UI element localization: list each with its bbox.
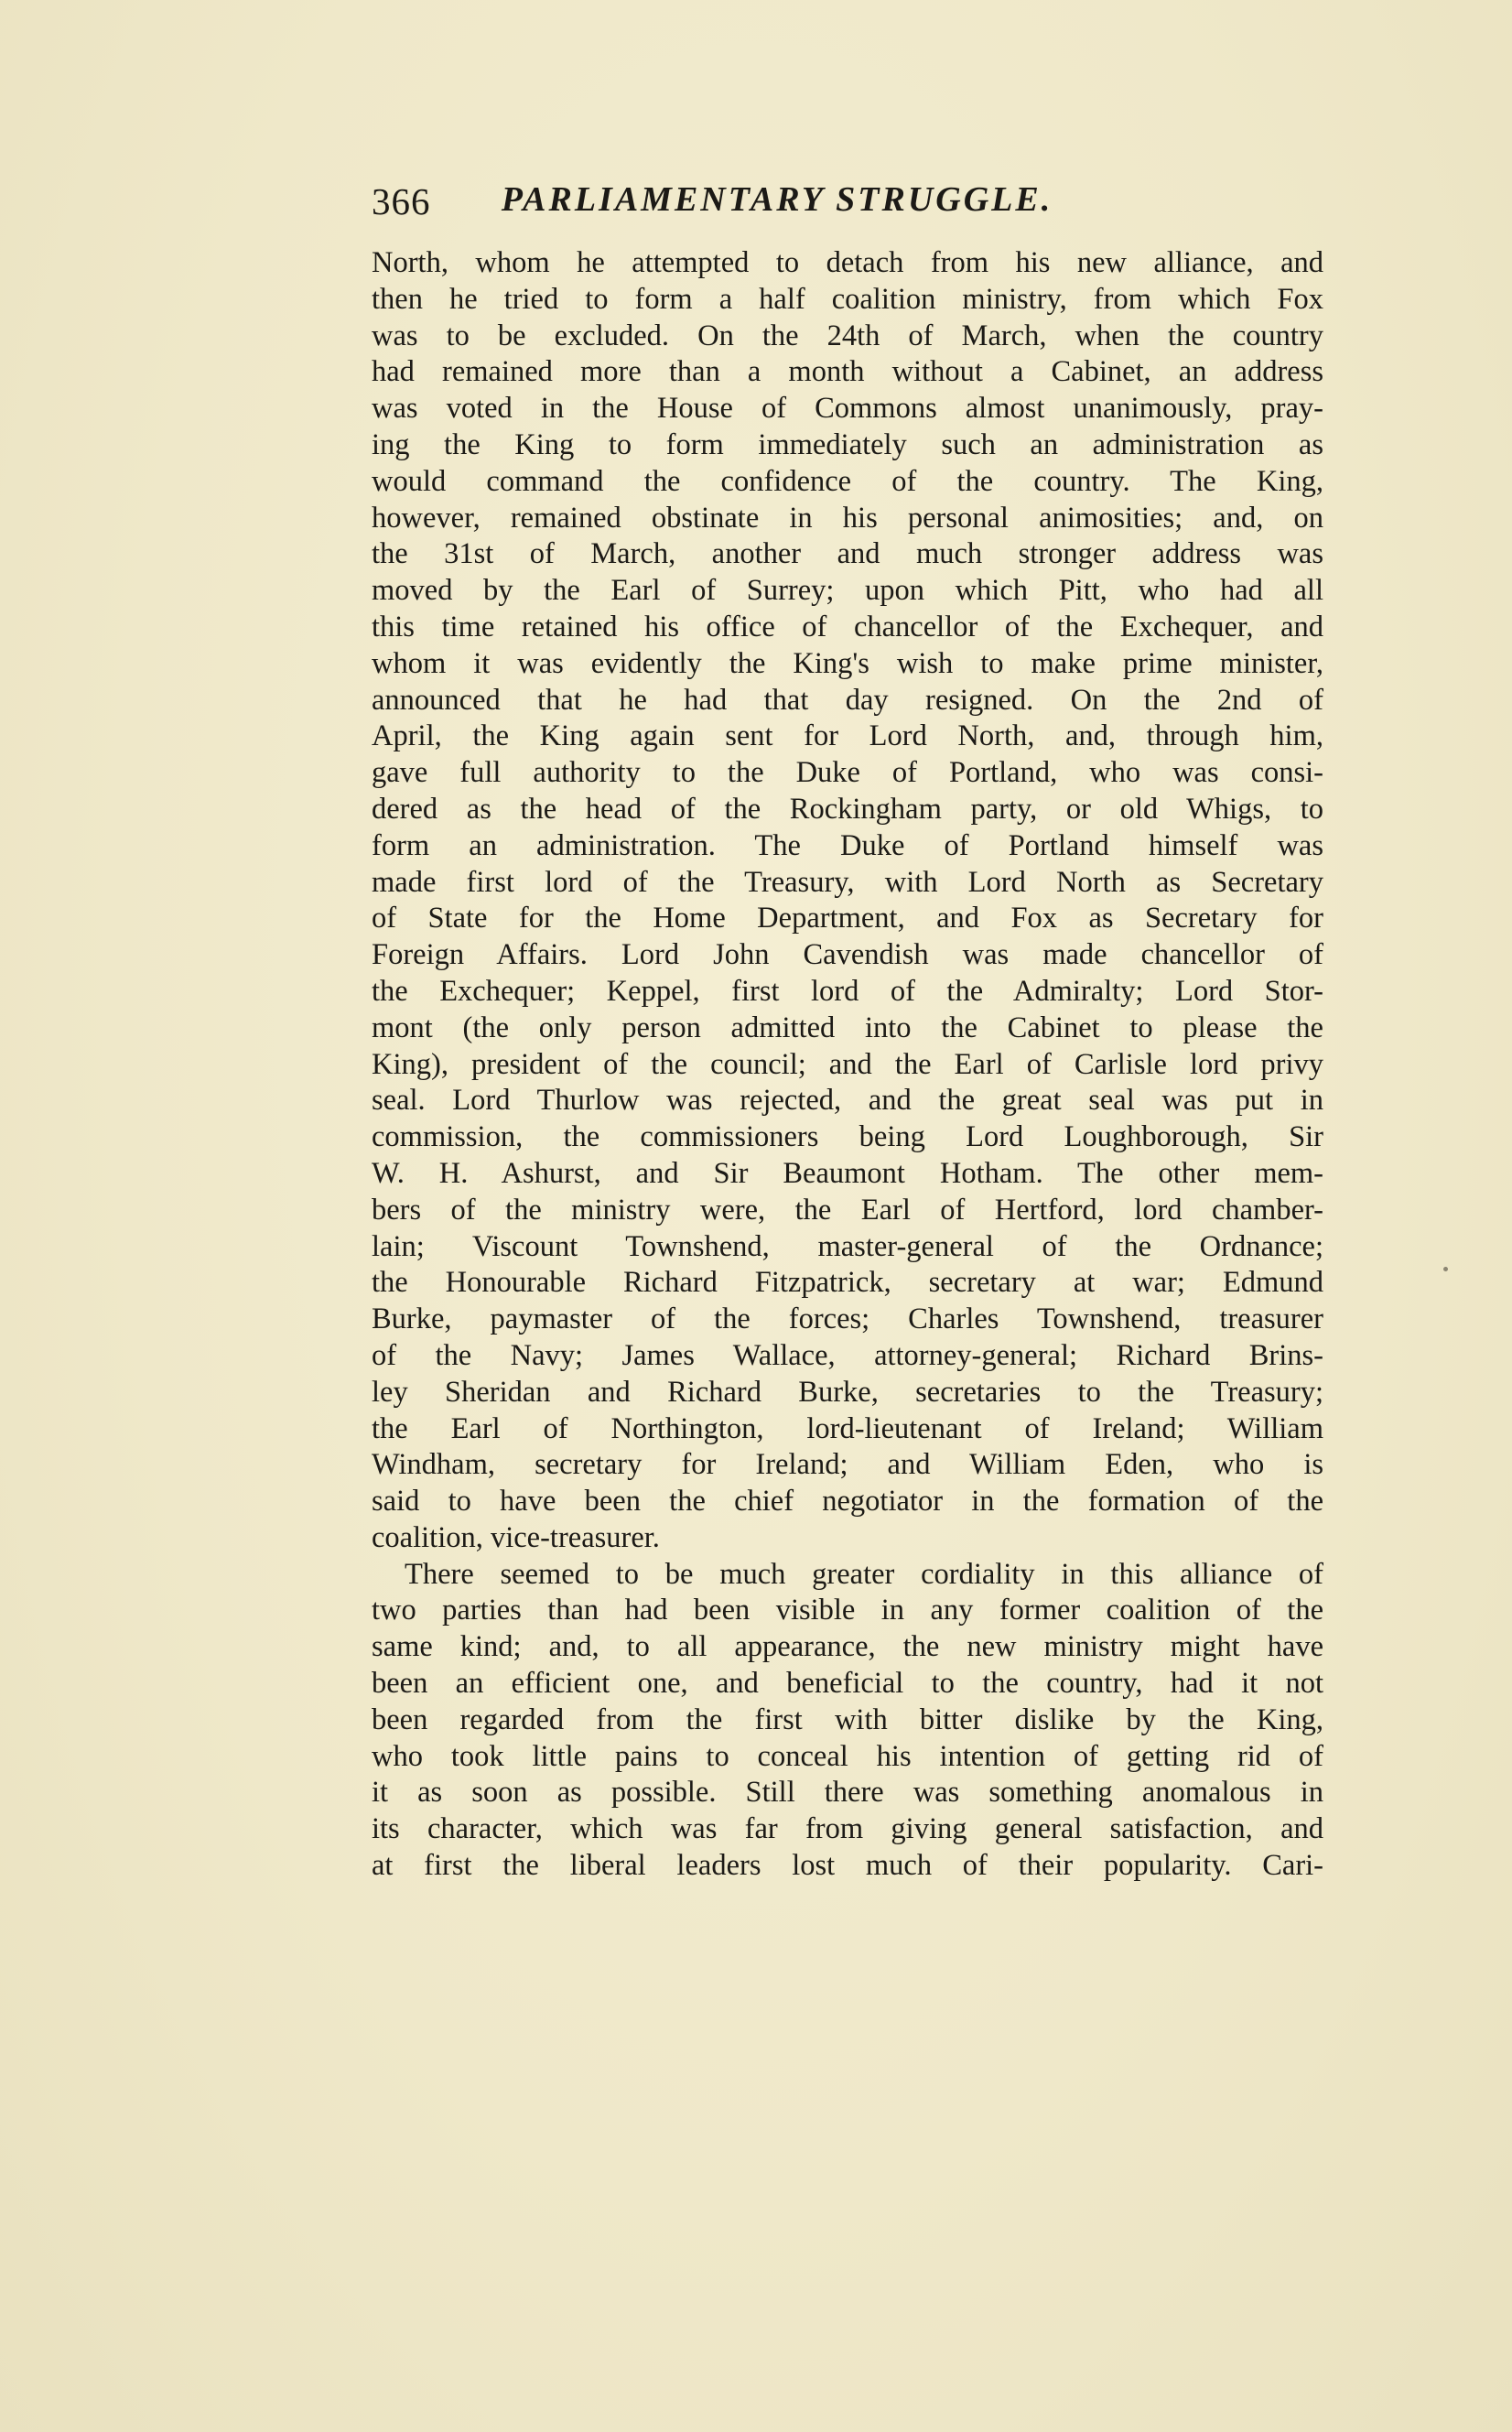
text-line: seal. Lord Thurlow was rejected, and the great seal was put in [372,1084,1323,1118]
text-line: it as soon as possible. Still there was something anomalous in [372,1776,1323,1810]
text-line: gave full authority to the Duke of Portland, who was consi- [372,756,1323,790]
text-line: of the Navy; James Wallace, attorney-general; Richard Brins- [372,1338,1323,1372]
text-line: its character, which was far from giving general satisfaction, and [372,1812,1323,1846]
text-line: ing the King to form immediately such an administration as [372,427,1323,461]
body-text [372,245,1323,1885]
text-line: ley Sheridan and Richard Burke, secretaries to the Treasury; [372,1375,1323,1409]
text-line: was to be excluded. On the 24th of March, when the country [372,319,1323,352]
paragraph-first-line: There seemed to be much greater cordiality in this alliance of [405,1557,1323,1591]
text-line: been regarded from the first with bitter dislike by the King, [372,1702,1323,1736]
text-line: April, the King again sent for Lord North, and, through him, [372,719,1323,753]
text-line: King), president of the council; and the Earl of Carlisle lord privy [372,1047,1323,1081]
text-line: the Honourable Richard Fitzpatrick, secretary at war; Edmund [372,1266,1323,1300]
text-line: made first lord of the Treasury, with Lord North as Secretary [372,865,1323,899]
text-line: commission, the commissioners being Lord Loughborough, Sir [372,1120,1323,1154]
text-line: then he tried to form a half coalition ministry, from which Fox [372,282,1323,316]
text-line: bers of the ministry were, the Earl of Hertford, lord chamber- [372,1193,1323,1227]
text-line: mont (the only person admitted into the Cabinet to please the [372,1011,1323,1044]
text-line: dered as the head of the Rockingham party, or old Whigs, to [372,792,1323,826]
text-line: Burke, paymaster of the forces; Charles Townshend, treasurer [372,1302,1323,1336]
text-line: moved by the Earl of Surrey; upon which Pitt, who had all [372,574,1323,608]
text-line: the Exchequer; Keppel, first lord of the Admiralty; Lord Stor- [372,974,1323,1008]
text-line: same kind; and, to all appearance, the new ministry might have [372,1630,1323,1664]
text-line: been an efficient one, and beneficial to the country, had it not [372,1667,1323,1701]
text-line: form an administration. The Duke of Portland himself was [372,828,1323,862]
text-line: of State for the Home Department, and Fox as Secretary for [372,902,1323,935]
text-line: Foreign Affairs. Lord John Cavendish was made chancellor of [372,938,1323,972]
text-line: the Earl of Northington, lord-lieutenant of Ireland; William [372,1411,1323,1445]
text-line: who took little pains to conceal his intention of getting rid of [372,1739,1323,1773]
text-line: two parties than had been visible in any former coalition of the [372,1594,1323,1627]
text-line: this time retained his office of chancellor of the Exchequer, and [372,610,1323,643]
page-header [372,179,1183,225]
text-line: announced that he had that day resigned. On the 2nd of [372,683,1323,717]
text-line: however, remained obstinate in his personal animosities; and, on [372,501,1323,535]
text-line: Windham, secretary for Ireland; and William Eden, who is [372,1448,1323,1482]
text-line: was voted in the House of Commons almost unanimously, pray- [372,392,1323,426]
text-line: lain; Viscount Townshend, master-general of the Ordnance; [372,1229,1323,1263]
text-line: the 31st of March, another and much stronger address was [372,537,1323,571]
margin-ink-dot [1443,1267,1448,1271]
text-line: North, whom he attempted to detach from his new alliance, and [372,246,1323,279]
text-line: had remained more than a month without a Cabinet, an address [372,355,1323,389]
running-title: PARLIAMENTARY STRUGGLE. [501,180,1053,219]
text-line: at first the liberal leaders lost much of their popularity. Cari- [372,1849,1323,1883]
text-line: said to have been the chief negotiator in the formation of the [372,1485,1323,1519]
page-number: 366 [372,180,431,222]
text-line: W. H. Ashurst, and Sir Beaumont Hotham. The other mem- [372,1156,1323,1190]
paragraph-end-line: coalition, vice-treasurer. [372,1520,660,1554]
text-line: would command the confidence of the country. The King, [372,464,1323,498]
text-line: whom it was evidently the King's wish to make prime minister, [372,646,1323,680]
